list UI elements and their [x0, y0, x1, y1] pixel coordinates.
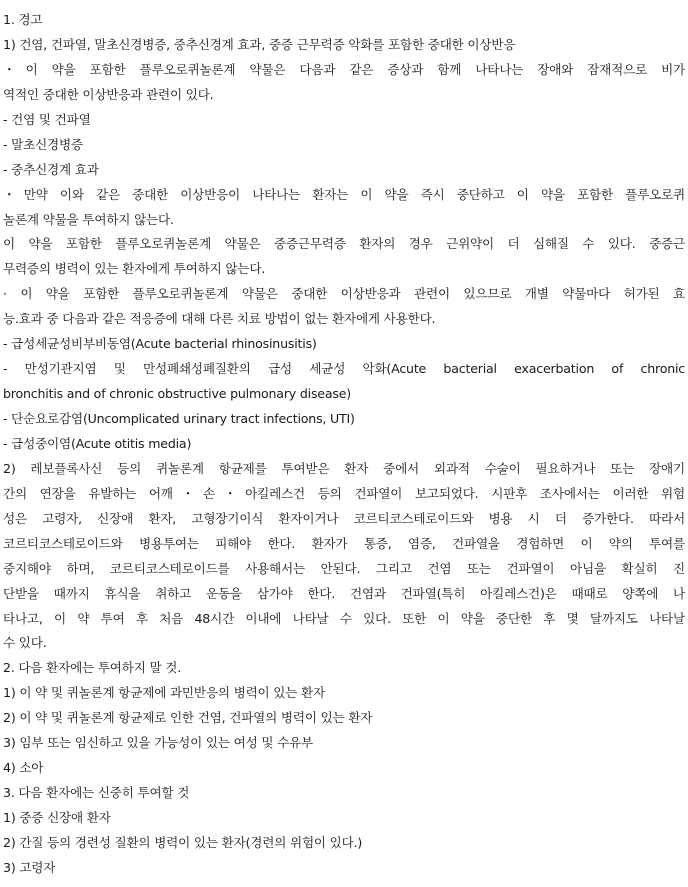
document-body — [0, 8, 685, 881]
paragraph-line: 무력증의 병력이 있는 환자에게 투여하지 않는다. — [3, 261, 266, 277]
list-item: 2) 이 약 및 퀴놀론계 항균제로 인한 건염, 건파열의 병력이 있는 환자 — [3, 710, 373, 726]
list-item: - 말초신경병증 — [3, 136, 83, 152]
paragraph-line: 수 있다. — [3, 635, 47, 651]
section-heading: 2. 다음 환자에는 투여하지 말 것. — [3, 660, 182, 676]
paragraph-line: 중지해야 하며, 코르티코스테로이드를 사용해서는 안된다. 그리고 건염 또는 건파열이 아님을 확실히 진 — [3, 560, 685, 576]
paragraph-line: 능.효과 중 다음과 같은 적응증에 대해 다른 치료 방법이 없는 환자에게 사용한다. — [3, 311, 436, 327]
paragraph-line: 간의 연장을 유발하는 어깨・손・아킬레스건 등의 건파열이 보고되었다. 시판후 조사에서는 이러한 위험 — [3, 485, 685, 501]
list-item: 3) 고령자 — [3, 859, 56, 875]
list-item: 4) 소아 — [3, 760, 44, 776]
paragraph-line: ・만약 이와 같은 중대한 이상반응이 나타나는 환자는 이 약을 즉시 중단하고 이 약을 포함한 플루오로퀴 — [3, 186, 685, 202]
section-heading: 3. 다음 환자에는 신중히 투여할 것 — [3, 785, 190, 801]
paragraph-line: 성은 고령자, 신장애 환자, 고형장기이식 환자이거나 코르티코스테로이드와 병용 시 더 증가한다. 따라서 — [3, 510, 685, 526]
list-item: - 단순요로감염(Uncomplicated urinary tract infections, UTI) — [3, 411, 355, 426]
subsection-heading: 1) 건염, 건파열, 말초신경병증, 중추신경계 효과, 중증 근무력증 악화를 포함한 중대한 이상반응 — [3, 36, 516, 52]
paragraph-line: · 이 약을 포함한 플루오로퀴놀론계 약물은 중대한 이상반응과 관련이 있으므로 개별 약물마다 허가된 효 — [3, 286, 685, 302]
list-item: - 건염 및 건파열 — [3, 111, 91, 127]
paragraph-line: 단받을 때까지 휴식을 취하고 운동을 삼가야 한다. 건염과 건파열(특히 아킬레스건)은 때때로 양쪽에 나 — [3, 585, 685, 601]
paragraph-line: 코르티코스테로이드와 병용투여는 피해야 한다. 환자가 통증, 염증, 건파열을 경험하면 이 약의 투여를 — [3, 535, 685, 551]
list-item: - 급성중이염(Acute otitis media) — [3, 435, 192, 451]
list-item: 3) 임부 또는 임신하고 있을 가능성이 있는 여성 및 수유부 — [3, 735, 313, 751]
list-item: 1) 이 약 및 퀴놀론계 항균제에 과민반응의 병력이 있는 환자 — [3, 685, 325, 701]
list-item: 1) 중증 신장애 환자 — [3, 810, 111, 825]
section-heading: 1. 경고 — [3, 12, 43, 27]
list-item: 2) 간질 등의 경련성 질환의 병력이 있는 환자(경련의 위험이 있다.) — [3, 834, 363, 850]
list-item: - 중추신경계 효과 — [3, 161, 99, 177]
paragraph-line: 이 약을 포함한 플루오로퀴놀론계 약물은 중증근무력증 환자의 경우 근위약이 더 심해질 수 있다. 중증근 — [3, 236, 685, 252]
paragraph-line: ・이 약을 포함한 플루오로퀴놀론계 약물은 다음과 같은 증상과 함께 나타나는 장애와 잠재적으로 비가 — [3, 61, 685, 77]
list-item: - 급성세균성비부비동염(Acute bacterial rhinosinusitis) — [3, 336, 317, 352]
paragraph-line: 놀론계 약물을 투여하지 않는다. — [3, 211, 174, 227]
paragraph-line: 타나고, 이 약 투여 후 처음 48시간 이내에 나타날 수 있다. 또한 이 약을 중단한 후 몇 달까지도 나타날 — [3, 610, 685, 626]
subsection-heading: 2) 레보플록사신 등의 퀴놀론계 항균제를 투여받은 환자 중에서 외과적 수술이 필요하거나 또는 장애기 — [3, 460, 685, 476]
list-item: - 만성기관지염 및 만성폐쇄성폐질환의 급성 세균성 악화(Acute bacterial exacerbation of chronic — [3, 361, 685, 377]
paragraph-line: 역적인 중대한 이상반응과 관련이 있다. — [3, 86, 214, 102]
list-item-continuation: bronchitis and of chronic obstructive pulmonary disease) — [3, 386, 351, 402]
